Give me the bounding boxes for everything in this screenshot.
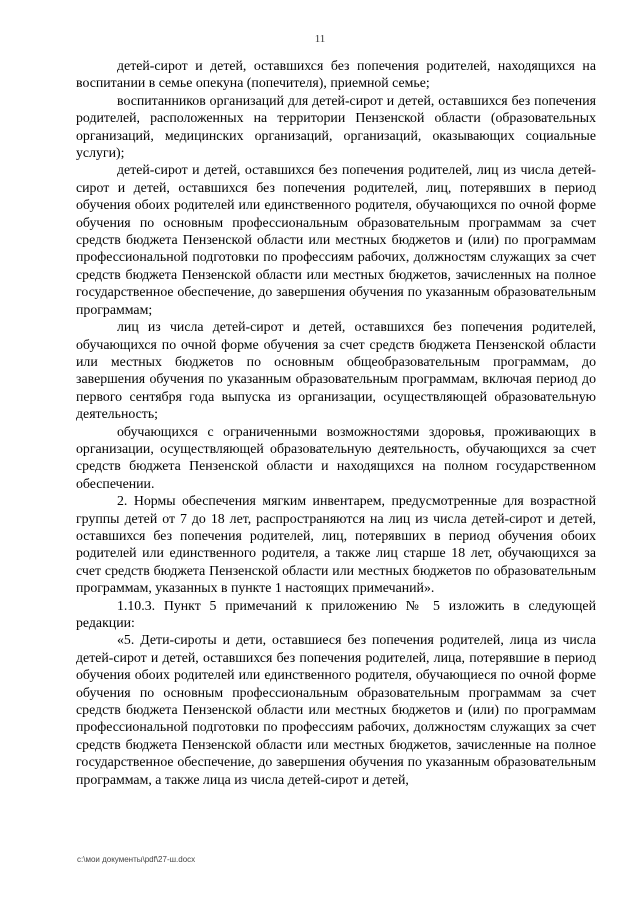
paragraph: детей-сирот и детей, оставшихся без попечения родителей, находящихся на воспитании в семье опекуна (попечителя), приемной семье;	[76, 58, 596, 91]
paragraph: 2. Нормы обеспечения мягким инвентарем, предусмотренные для возрастной группы детей от 7 до 18 лет, распространяются на лиц из числа детей-сирот и детей, оставшихся без попечения родителей, лиц, потерявших в период обучения обоих родителей или единственного родителя, а также лиц старше 18 лет, обучающихся за счет средств бюджета Пензенской области или местных бюджетов по образовательным программам, указанных в пункте 1 настоящих примечаний».	[76, 493, 596, 596]
paragraph: «5. Дети-сироты и дети, оставшиеся без попечения родителей, лица из числа детей-сирот и детей, оставшихся без попечения родителей, лица, потерявшие в период обучения обоих родителей или единственного родителя, обучающиеся по очной форме обучения по основным профессиональным образовательным программам за счет средств бюджета Пензенской области или местных бюджетов и (или) по программам профессиональной подготовки по профессиям рабочих, должностям служащих за счет средств бюджета Пензенской области или местных бюджетов, зачисленные на полное государственное обеспечение, до завершения обучения по указанным образовательным программам, а также лица из числа детей-сирот и детей,	[76, 632, 596, 787]
paragraph: обучающихся с ограниченными возможностями здоровья, проживающих в организации, осуществляющей образовательную деятельность, обучающихся за счет средств бюджета Пензенской области и находящихся на полном государственном обеспечении.	[76, 423, 596, 491]
paragraph: детей-сирот и детей, оставшихся без попечения родителей, лиц из числа детей-сирот и детей, оставшихся без попечения родителей, лиц, потерявших в период обучения обоих родителей или единственного родителя, обучающихся по очной форме обучения по основным профессиональным образовательным программам за счет средств бюджета Пензенской области или местных бюджетов и (или) по программам профессиональной подготовки по профессиям рабочих, должностям служащих за счет средств бюджета Пензенской области или местных бюджетов, зачисленных на полное государственное обеспечение, до завершения обучения по указанным образовательным программам;	[76, 162, 596, 317]
document-body	[76, 57, 596, 788]
paragraph: 1.10.3. Пункт 5 примечаний к приложению № 5 изложить в следующей редакции:	[76, 597, 596, 630]
paragraph: воспитанников организаций для детей-сирот и детей, оставшихся без попечения родителей, расположенных на территории Пензенской области (образовательных организаций, медицинских организаций, организаций, оказывающих социальные услуги);	[76, 92, 596, 161]
page-number: 11	[314, 33, 326, 45]
file-path-footer: c:\мои документы\pdf\27-ш.docx	[77, 855, 196, 864]
paragraph: лиц из числа детей-сирот и детей, оставшихся без попечения родителей, обучающихся по очной форме обучения за счет средств бюджета Пензенской области или местных бюджетов по основным общеобразовательным программам, до завершения обучения по указанным образовательным программам, включая период до первого сентября года выпуска из организации, осуществляющей образовательную деятельность;	[76, 319, 596, 422]
